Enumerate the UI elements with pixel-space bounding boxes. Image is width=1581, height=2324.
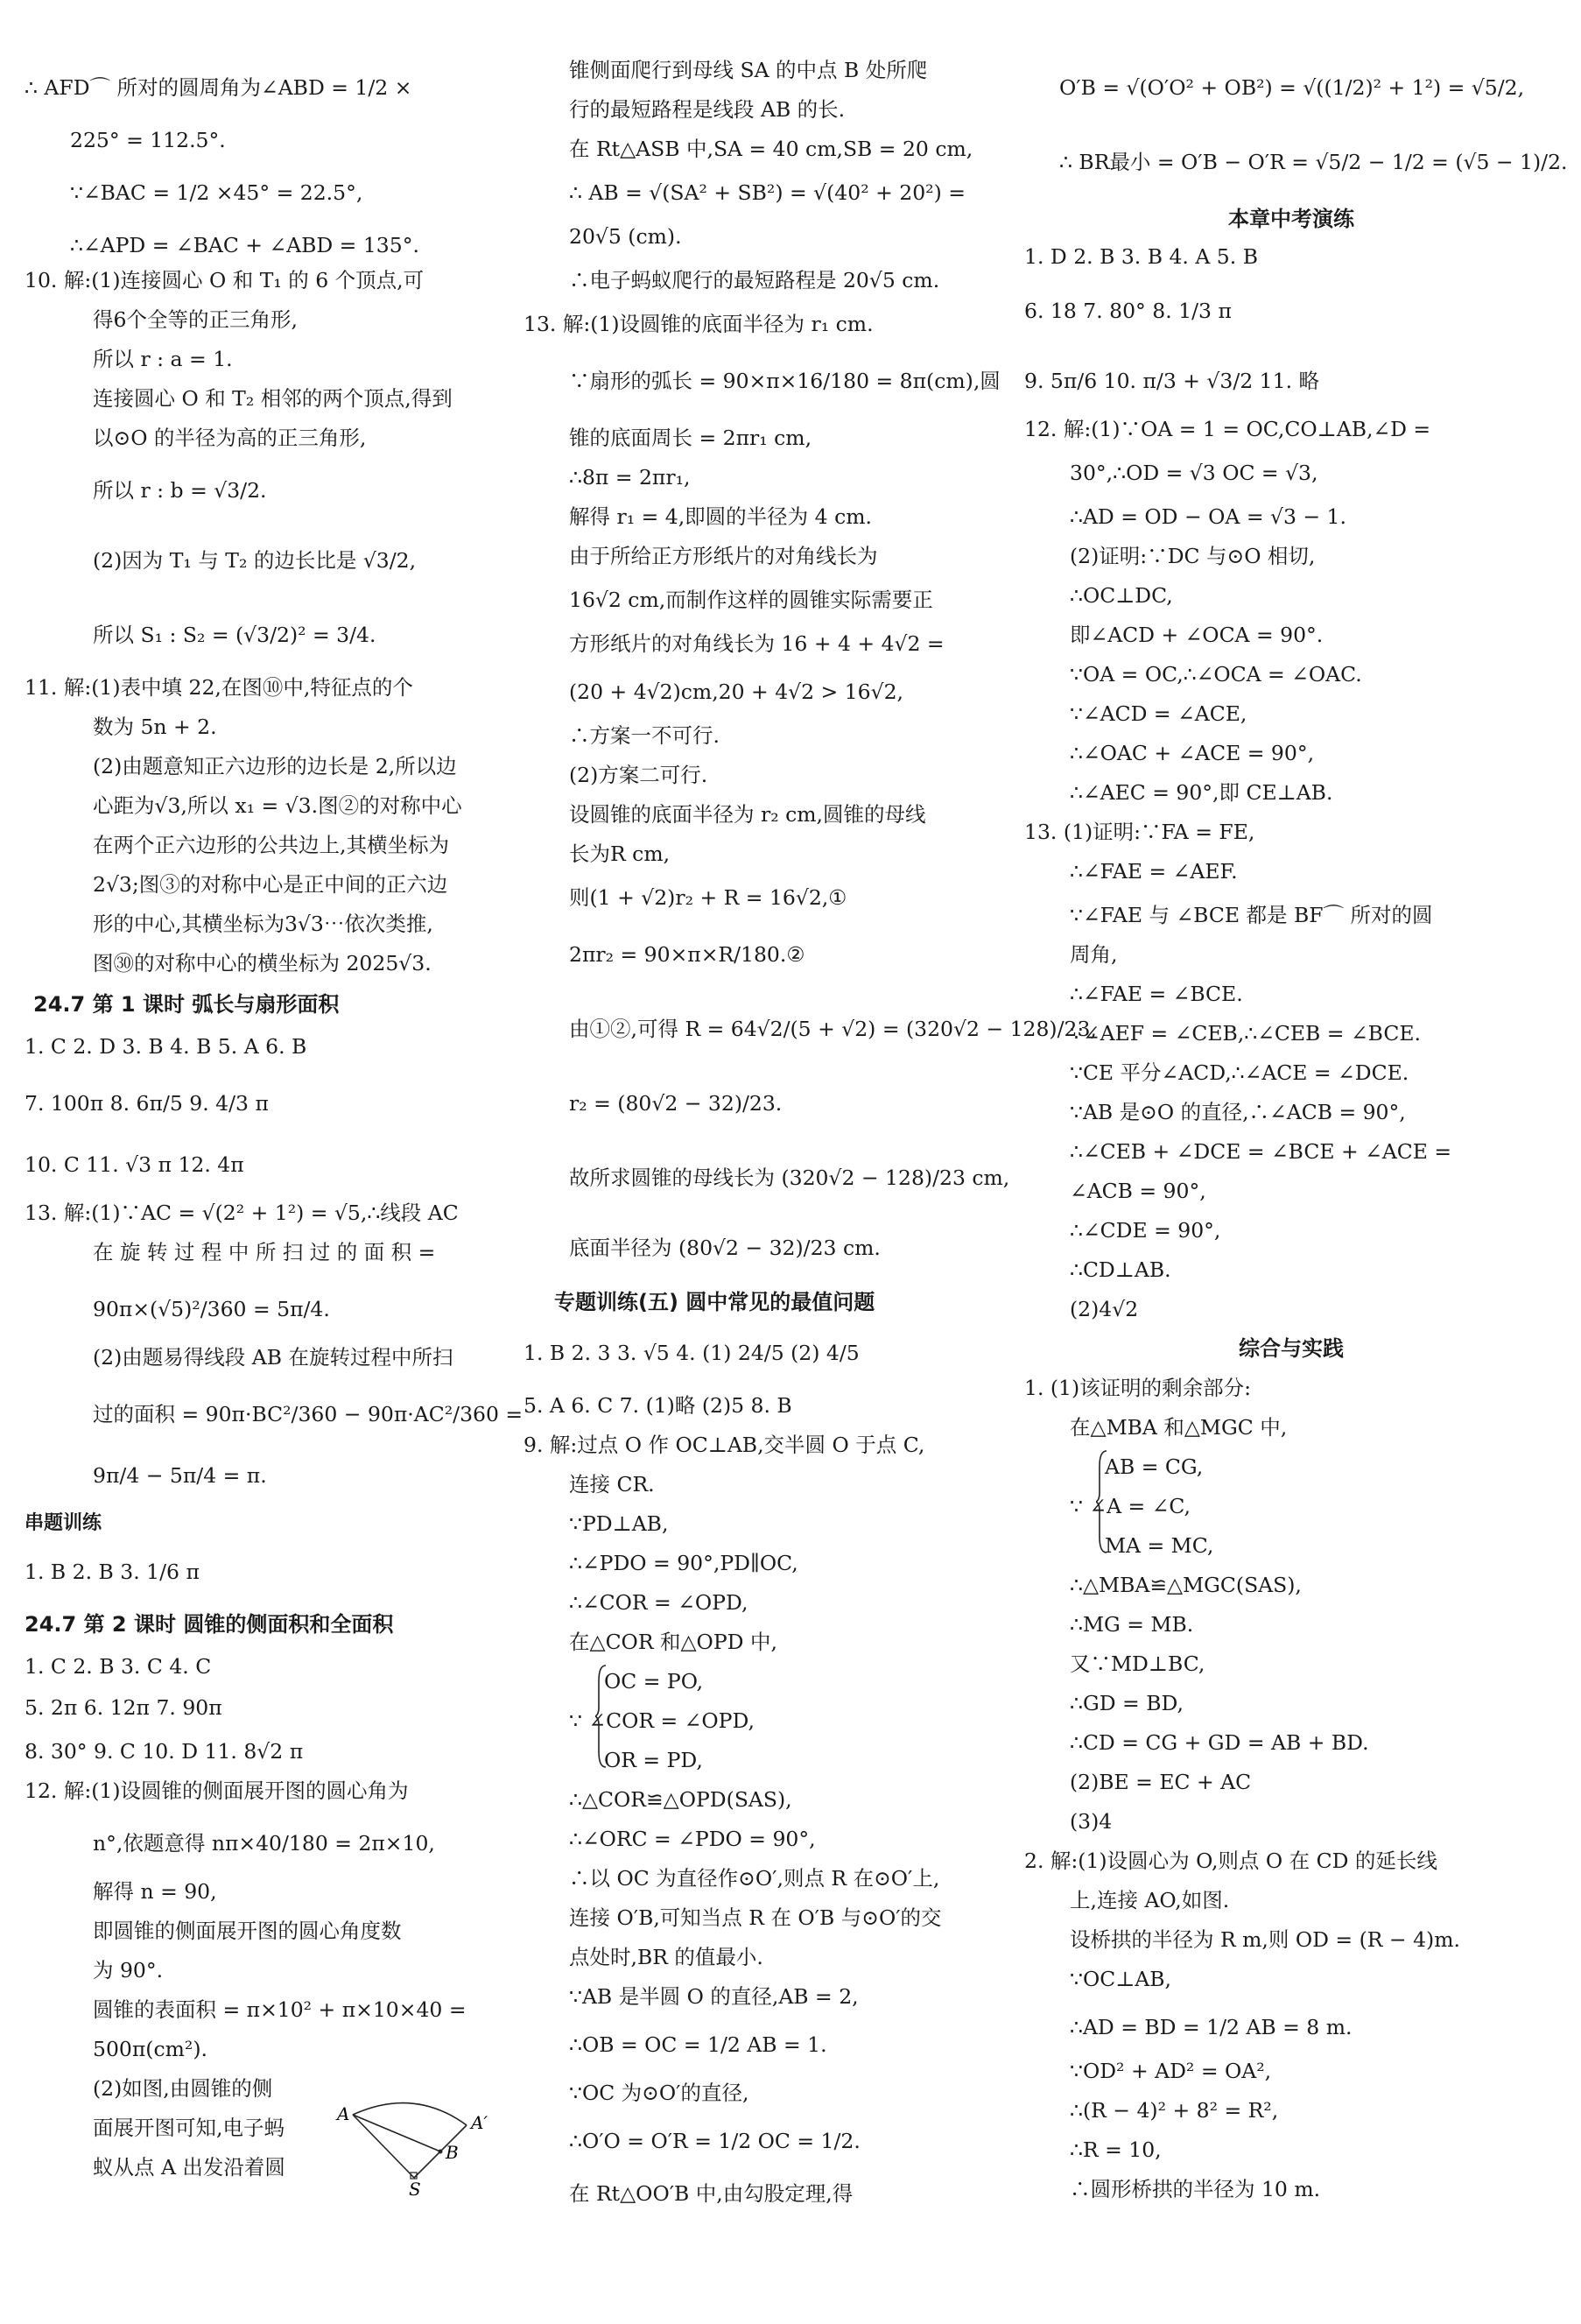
text-line: 在 旋 转 过 程 中 所 扫 过 的 面 积 =	[93, 1240, 436, 1264]
text-line: ∴△MBA≌△MGC(SAS),	[1070, 1573, 1302, 1597]
text-line: (2)由题易得线段 AB 在旋转过程中所扫	[93, 1345, 453, 1370]
text-line: 所以 r : b = √3/2.	[93, 478, 267, 503]
text-line: 90π×(√5)²/360 = 5π/4.	[93, 1297, 330, 1321]
brace	[1096, 1449, 1108, 1554]
text-line: 点处时,BR 的值最小.	[569, 1945, 763, 1969]
segment-AB	[353, 2115, 440, 2151]
text-line: ∵OD² + AD² = OA²,	[1070, 2059, 1272, 2083]
text-line: ∴∠CEB + ∠DCE = ∠BCE + ∠ACE =	[1070, 1139, 1452, 1164]
text-line: ∴∠PDO = 90°,PD∥OC,	[569, 1551, 798, 1575]
text-line: 心距为√3,所以 x₁ = √3.图②的对称中心	[93, 793, 462, 818]
text-line: 由于所给正方形纸片的对角线长为	[569, 544, 878, 568]
text-line: (2)因为 T₁ 与 T₂ 的边长比是 √3/2,	[93, 548, 417, 573]
section-heading: 串题训练	[25, 1512, 102, 1534]
text-line: 长为R cm,	[569, 842, 671, 866]
text-line: ∴ AB = √(SA² + SB²) = √(40² + 20²) =	[569, 180, 966, 205]
text-line: ∴∠CDE = 90°,	[1070, 1218, 1221, 1243]
text-line: 7. 100π 8. 6π/5 9. 4/3 π	[25, 1091, 269, 1116]
text-line: 9. 5π/6 10. π/3 + √3/2 11. 略	[1024, 369, 1320, 393]
section-heading: 24.7 第 2 课时 圆锥的侧面积和全面积	[25, 1612, 394, 1637]
text-line: ∵AB 是⊙O 的直径,∴∠ACB = 90°,	[1070, 1100, 1406, 1124]
text-line: 过的面积 = 90π·BC²/360 − 90π·AC²/360 =	[93, 1402, 523, 1426]
text-line: 即∠ACD + ∠OCA = 90°.	[1070, 623, 1324, 647]
text-line: 数为 5n + 2.	[93, 715, 217, 739]
answer-column-1	[25, 0, 523, 2324]
text-line: ∴ AFD⌒ 所对的圆周角为∠ABD = 1/2 ×	[25, 75, 412, 100]
text-line: 故所求圆锥的母线长为 (320√2 − 128)/23 cm,	[569, 1166, 1010, 1190]
text-line: 所以 r : a = 1.	[93, 347, 233, 371]
text-line: 又∵MD⊥BC,	[1070, 1651, 1205, 1676]
text-line: 5. A 6. C 7. (1)略 (2)5 8. B	[523, 1393, 792, 1418]
text-line: 面展开图可知,电子蚂	[93, 2116, 285, 2140]
text-line: ∴(R − 4)² + 8² = R²,	[1070, 2098, 1279, 2123]
text-line: ∵CE 平分∠ACD,∴∠ACE = ∠DCE.	[1070, 1060, 1409, 1085]
text-line: (20 + 4√2)cm,20 + 4√2 > 16√2,	[569, 680, 904, 704]
text-line: ∵∠ACD = ∠ACE,	[1070, 701, 1247, 726]
system-line: OR = PD,	[604, 1748, 703, 1772]
text-line: ∴电子蚂蚁爬行的最短路程是 20√5 cm.	[569, 268, 940, 292]
system-line: OC = PO,	[604, 1669, 704, 1694]
text-line: ∵∠BAC = 1/2 ×45° = 22.5°,	[70, 180, 363, 205]
text-line: ∴∠APD = ∠BAC + ∠ABD = 135°.	[70, 233, 419, 257]
text-line: 在△COR 和△OPD 中,	[569, 1630, 777, 1654]
text-line: 锥的底面周长 = 2πr₁ cm,	[569, 426, 812, 450]
text-line: 由①②,可得 R = 64√2/(5 + √2) = (320√2 − 128)/23,	[569, 1017, 1097, 1041]
text-line: ∴AD = BD = 1/2 AB = 8 m.	[1070, 2015, 1353, 2039]
text-line: 为 90°.	[93, 1958, 164, 1982]
point-B	[439, 2150, 443, 2154]
text-line: r₂ = (80√2 − 32)/23.	[569, 1091, 783, 1116]
brace	[595, 1664, 608, 1769]
text-line: ∴方案一不可行.	[569, 723, 720, 748]
text-line: 10. 解:(1)连接圆心 O 和 T₁ 的 6 个顶点,可	[25, 268, 425, 292]
text-line: 在 Rt△ASB 中,SA = 40 cm,SB = 20 cm,	[569, 137, 973, 161]
sector-figure	[327, 2097, 502, 2198]
text-line: (2)由题意知正六边形的边长是 2,所以边	[93, 754, 457, 778]
text-line: 得6个全等的正三角形,	[93, 307, 298, 332]
text-line: ∴∠OAC + ∠ACE = 90°,	[1070, 741, 1315, 765]
text-line: O′B = √(O′O² + OB²) = √((1/2)² + 1²) = √5/2,	[1059, 75, 1525, 100]
radius-SA	[353, 2115, 414, 2178]
text-line: 1. C 2. D 3. B 4. B 5. A 6. B	[25, 1034, 307, 1059]
answer-column-3	[1024, 0, 1568, 2324]
text-line: ∴ BR最小 = O′B − O′R = √5/2 − 1/2 = (√5 − 1)/2.	[1059, 150, 1568, 174]
text-line: (3)4	[1070, 1809, 1113, 1834]
text-line: 方形纸片的对角线长为 16 + 4 + 4√2 =	[569, 631, 945, 656]
system-line: ∵ ∠A = ∠C,	[1070, 1494, 1191, 1518]
text-line: 圆锥的表面积 = π×10² + π×10×40 =	[93, 1997, 467, 2022]
section-heading: 综合与实践	[1239, 1336, 1344, 1361]
text-line: ∴CD = CG + GD = AB + BD.	[1070, 1730, 1369, 1755]
text-line: ∵PD⊥AB,	[569, 1511, 669, 1536]
text-line: ∴∠ORC = ∠PDO = 90°,	[569, 1827, 816, 1851]
text-line: (2)证明:∵DC 与⊙O 相切,	[1070, 544, 1316, 568]
text-line: 上,连接 AO,如图.	[1070, 1888, 1230, 1912]
text-line: (2)BE = EC + AC	[1070, 1770, 1252, 1794]
text-line: ∴MG = MB.	[1070, 1612, 1194, 1637]
text-line: ∴8π = 2πr₁,	[569, 465, 691, 489]
text-line: 13. 解:(1)设圆锥的底面半径为 r₁ cm.	[523, 312, 874, 336]
text-line: 以⊙O 的半径为高的正三角形,	[93, 426, 367, 450]
text-line: 2. 解:(1)设圆心为 O,则点 O 在 CD 的延长线	[1024, 1849, 1437, 1873]
text-line: ∴CD⊥AB.	[1070, 1257, 1171, 1282]
text-line: ∴AD = OD − OA = √3 − 1.	[1070, 504, 1346, 529]
text-line: ∵OC 为⊙O′的直径,	[569, 2081, 749, 2105]
text-line: 2√3;图③的对称中心是正中间的正六边	[93, 872, 448, 897]
text-line: 20√5 (cm).	[569, 224, 682, 249]
text-line: 1. B 2. B 3. 1/6 π	[25, 1560, 200, 1584]
text-line: ∴圆形桥拱的半径为 10 m.	[1070, 2177, 1321, 2201]
text-line: ∠ACB = 90°,	[1070, 1179, 1206, 1203]
text-line: ∴∠FAE = ∠AEF.	[1070, 859, 1238, 884]
text-line: 在△MBA 和△MGC 中,	[1070, 1415, 1288, 1440]
text-line: 1. D 2. B 3. B 4. A 5. B	[1024, 244, 1258, 269]
text-line: ∴O′O = O′R = 1/2 OC = 1/2.	[569, 2129, 861, 2153]
text-line: 在两个正六边形的公共边上,其横坐标为	[93, 833, 449, 857]
system-line: ∵ ∠COR = ∠OPD,	[569, 1708, 755, 1733]
text-line: 9. 解:过点 O 作 OC⊥AB,交半圆 O 于点 C,	[523, 1433, 925, 1457]
text-line: 6. 18 7. 80° 8. 1/3 π	[1024, 299, 1232, 323]
text-line: 蚁从点 A 出发沿着圆	[93, 2155, 285, 2180]
text-line: 解得 r₁ = 4,即圆的半径为 4 cm.	[569, 504, 872, 529]
label-A-prime: A′	[471, 2112, 488, 2133]
text-line: ∴OB = OC = 1/2 AB = 1.	[569, 2032, 827, 2057]
text-line: 底面半径为 (80√2 − 32)/23 cm.	[569, 1236, 881, 1260]
text-line: ∴∠COR = ∠OPD,	[569, 1590, 748, 1615]
text-line: 连接 CR.	[569, 1472, 655, 1497]
system-line: MA = MC,	[1105, 1533, 1214, 1558]
text-line: ∴GD = BD,	[1070, 1691, 1184, 1715]
text-line: ∴△COR≌△OPD(SAS),	[569, 1787, 792, 1812]
section-heading: 专题训练(五) 圆中常见的最值问题	[554, 1290, 875, 1314]
text-line: ∵∠AEF = ∠CEB,∴∠CEB = ∠BCE.	[1070, 1021, 1421, 1046]
text-line: ∴R = 10,	[1070, 2137, 1162, 2162]
text-line: 解得 n = 90,	[93, 1879, 217, 1904]
text-line: 500π(cm²).	[93, 2037, 207, 2061]
text-line: 连接 O′B,可知当点 R 在 O′B 与⊙O′的交	[569, 1905, 942, 1930]
text-line: (2)如图,由圆锥的侧	[93, 2076, 273, 2101]
text-line: ∴∠FAE = ∠BCE.	[1070, 982, 1243, 1006]
text-line: 8. 30° 9. C 10. D 11. 8√2 π	[25, 1739, 304, 1764]
text-line: 11. 解:(1)表中填 22,在图⑩中,特征点的个	[25, 675, 413, 700]
section-heading: 本章中考演练	[1228, 207, 1354, 231]
text-line: 即圆锥的侧面展开图的圆心角度数	[93, 1919, 402, 1943]
label-B: B	[446, 2142, 459, 2163]
label-A: A	[337, 2103, 350, 2124]
text-line: 连接圆心 O 和 T₂ 相邻的两个顶点,得到	[93, 386, 453, 411]
text-line: 2πr₂ = 90×π×R/180.②	[569, 942, 805, 967]
text-line: n°,依题意得 nπ×40/180 = 2π×10,	[93, 1831, 435, 1856]
text-line: 图㉚的对称中心的横坐标为 2025√3.	[93, 951, 432, 975]
text-line: 12. 解:(1)设圆锥的侧面展开图的圆心角为	[25, 1778, 409, 1803]
text-line: ∴以 OC 为直径作⊙O′,则点 R 在⊙O′上,	[569, 1866, 940, 1891]
text-line: 周角,	[1070, 942, 1118, 967]
text-line: 10. C 11. √3 π 12. 4π	[25, 1152, 244, 1177]
text-line: 1. B 2. 3 3. √5 4. (1) 24/5 (2) 4/5	[523, 1341, 860, 1365]
text-line: ∴OC⊥DC,	[1070, 583, 1173, 608]
text-line: 30°,∴OD = √3 OC = √3,	[1070, 461, 1318, 485]
text-line: 行的最短路程是线段 AB 的长.	[569, 97, 846, 122]
text-line: 13. 解:(1)∵AC = √(2² + 1²) = √5,∴线段 AC	[25, 1201, 459, 1225]
text-line: 所以 S₁ : S₂ = (√3/2)² = 3/4.	[93, 623, 376, 647]
text-line: ∵∠FAE 与 ∠BCE 都是 BF⌒ 所对的圆	[1070, 903, 1433, 927]
text-line: ∵OA = OC,∴∠OCA = ∠OAC.	[1070, 662, 1362, 687]
text-line: ∵扇形的弧长 = 90×π×16/180 = 8π(cm),圆	[569, 369, 1001, 393]
text-line: 12. 解:(1)∵OA = 1 = OC,CO⊥AB,∠D =	[1024, 417, 1431, 441]
text-line: 1. (1)该证明的剩余部分:	[1024, 1376, 1252, 1400]
text-line: ∵AB 是半圆 O 的直径,AB = 2,	[569, 1984, 859, 2009]
text-line: 1. C 2. B 3. C 4. C	[25, 1654, 212, 1679]
text-line: 13. (1)证明:∵FA = FE,	[1024, 820, 1255, 844]
text-line: 5. 2π 6. 12π 7. 90π	[25, 1695, 222, 1720]
text-line: 9π/4 − 5π/4 = π.	[93, 1463, 267, 1488]
text-line: 设圆锥的底面半径为 r₂ cm,圆锥的母线	[569, 802, 926, 827]
text-line: 在 Rt△OO′B 中,由勾股定理,得	[569, 2181, 854, 2206]
section-heading: 24.7 第 1 课时 弧长与扇形面积	[33, 992, 340, 1017]
system-line: AB = CG,	[1105, 1454, 1204, 1479]
label-S: S	[409, 2179, 421, 2198]
text-line: 形的中心,其横坐标为3√3⋯依次类推,	[93, 912, 433, 936]
text-line: (2)方案二可行.	[569, 763, 708, 787]
text-line: 锥侧面爬行到母线 SA 的中点 B 处所爬	[569, 58, 928, 82]
text-line: 225° = 112.5°.	[70, 128, 226, 152]
text-line: ∴∠AEC = 90°,即 CE⊥AB.	[1070, 780, 1333, 805]
text-line: (2)4√2	[1070, 1297, 1139, 1321]
text-line: 则(1 + √2)r₂ + R = 16√2,①	[569, 885, 847, 910]
text-line: 16√2 cm,而制作这样的圆锥实际需要正	[569, 588, 933, 612]
text-line: ∵OC⊥AB,	[1070, 1967, 1172, 1991]
text-line: 设桥拱的半径为 R m,则 OD = (R − 4)m.	[1070, 1927, 1460, 1952]
